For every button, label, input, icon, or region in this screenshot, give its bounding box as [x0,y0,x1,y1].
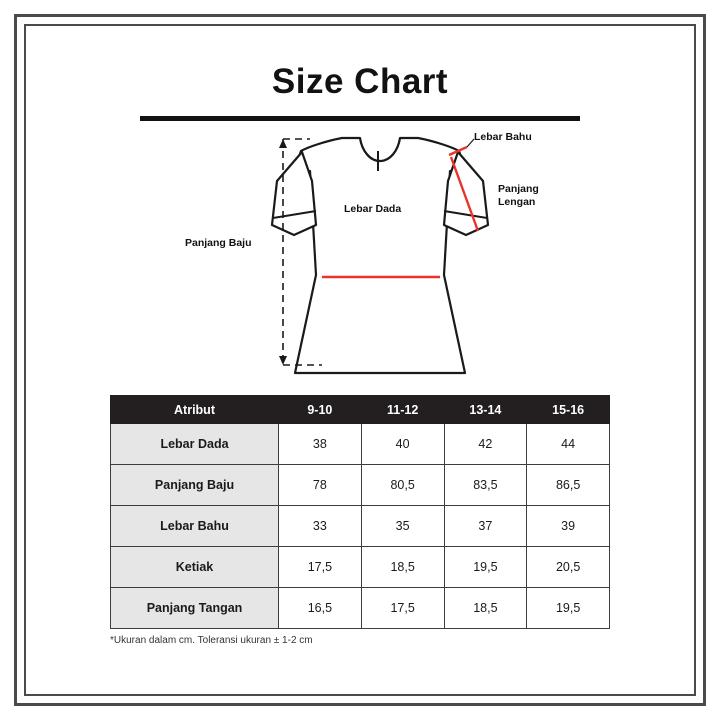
label-panjang-lengan: Panjang Lengan [498,183,539,208]
column-header-15-16: 15-16 [527,396,610,424]
cell-panjang-tangan-9-10: 16,5 [279,588,362,629]
cell-lebar-bahu-15-16: 39 [527,506,610,547]
table-row [111,506,610,547]
cell-ketiak-13-14: 19,5 [444,547,527,588]
cell-lebar-bahu-13-14: 37 [444,506,527,547]
title-underline [140,116,580,121]
cell-lebar-dada-13-14: 42 [444,424,527,465]
table-row [111,588,610,629]
cell-panjang-tangan-15-16: 19,5 [527,588,610,629]
table-header [111,396,610,424]
label-lebar-bahu: Lebar Bahu [474,131,532,143]
column-header-atribut: Atribut [111,396,279,424]
column-header-13-14: 13-14 [444,396,527,424]
cell-panjang-tangan-13-14: 18,5 [444,588,527,629]
row-label-panjang-baju: Panjang Baju [111,465,279,506]
table-row [111,465,610,506]
row-label-panjang-tangan: Panjang Tangan [111,588,279,629]
page-content [40,40,680,680]
column-header-11-12: 11-12 [361,396,444,424]
garment-diagram [40,125,680,393]
cell-lebar-dada-9-10: 38 [279,424,362,465]
cell-panjang-baju-13-14: 83,5 [444,465,527,506]
cell-ketiak-9-10: 17,5 [279,547,362,588]
row-label-ketiak: Ketiak [111,547,279,588]
measurement-note: *Ukuran dalam cm. Toleransi ukuran ± 1-2 cm [110,635,313,646]
cell-lebar-dada-11-12: 40 [361,424,444,465]
cell-ketiak-15-16: 20,5 [527,547,610,588]
cell-panjang-baju-11-12: 80,5 [361,465,444,506]
cell-panjang-baju-9-10: 78 [279,465,362,506]
cell-lebar-bahu-9-10: 33 [279,506,362,547]
table-body [111,424,610,629]
page-title: Size Chart [271,62,449,101]
cell-lebar-bahu-11-12: 35 [361,506,444,547]
cell-ketiak-11-12: 18,5 [361,547,444,588]
column-header-9-10: 9-10 [279,396,362,424]
row-label-lebar-bahu: Lebar Bahu [111,506,279,547]
table-row [111,547,610,588]
cell-panjang-baju-15-16: 86,5 [527,465,610,506]
label-panjang-baju: Panjang Baju [185,237,252,249]
row-label-lebar-dada: Lebar Dada [111,424,279,465]
cell-lebar-dada-15-16: 44 [527,424,610,465]
table-header-row [111,396,610,424]
table-row [111,424,610,465]
cell-panjang-tangan-11-12: 17,5 [361,588,444,629]
garment-illustration [40,125,680,393]
label-lebar-dada: Lebar Dada [344,203,402,215]
size-table [110,395,610,629]
